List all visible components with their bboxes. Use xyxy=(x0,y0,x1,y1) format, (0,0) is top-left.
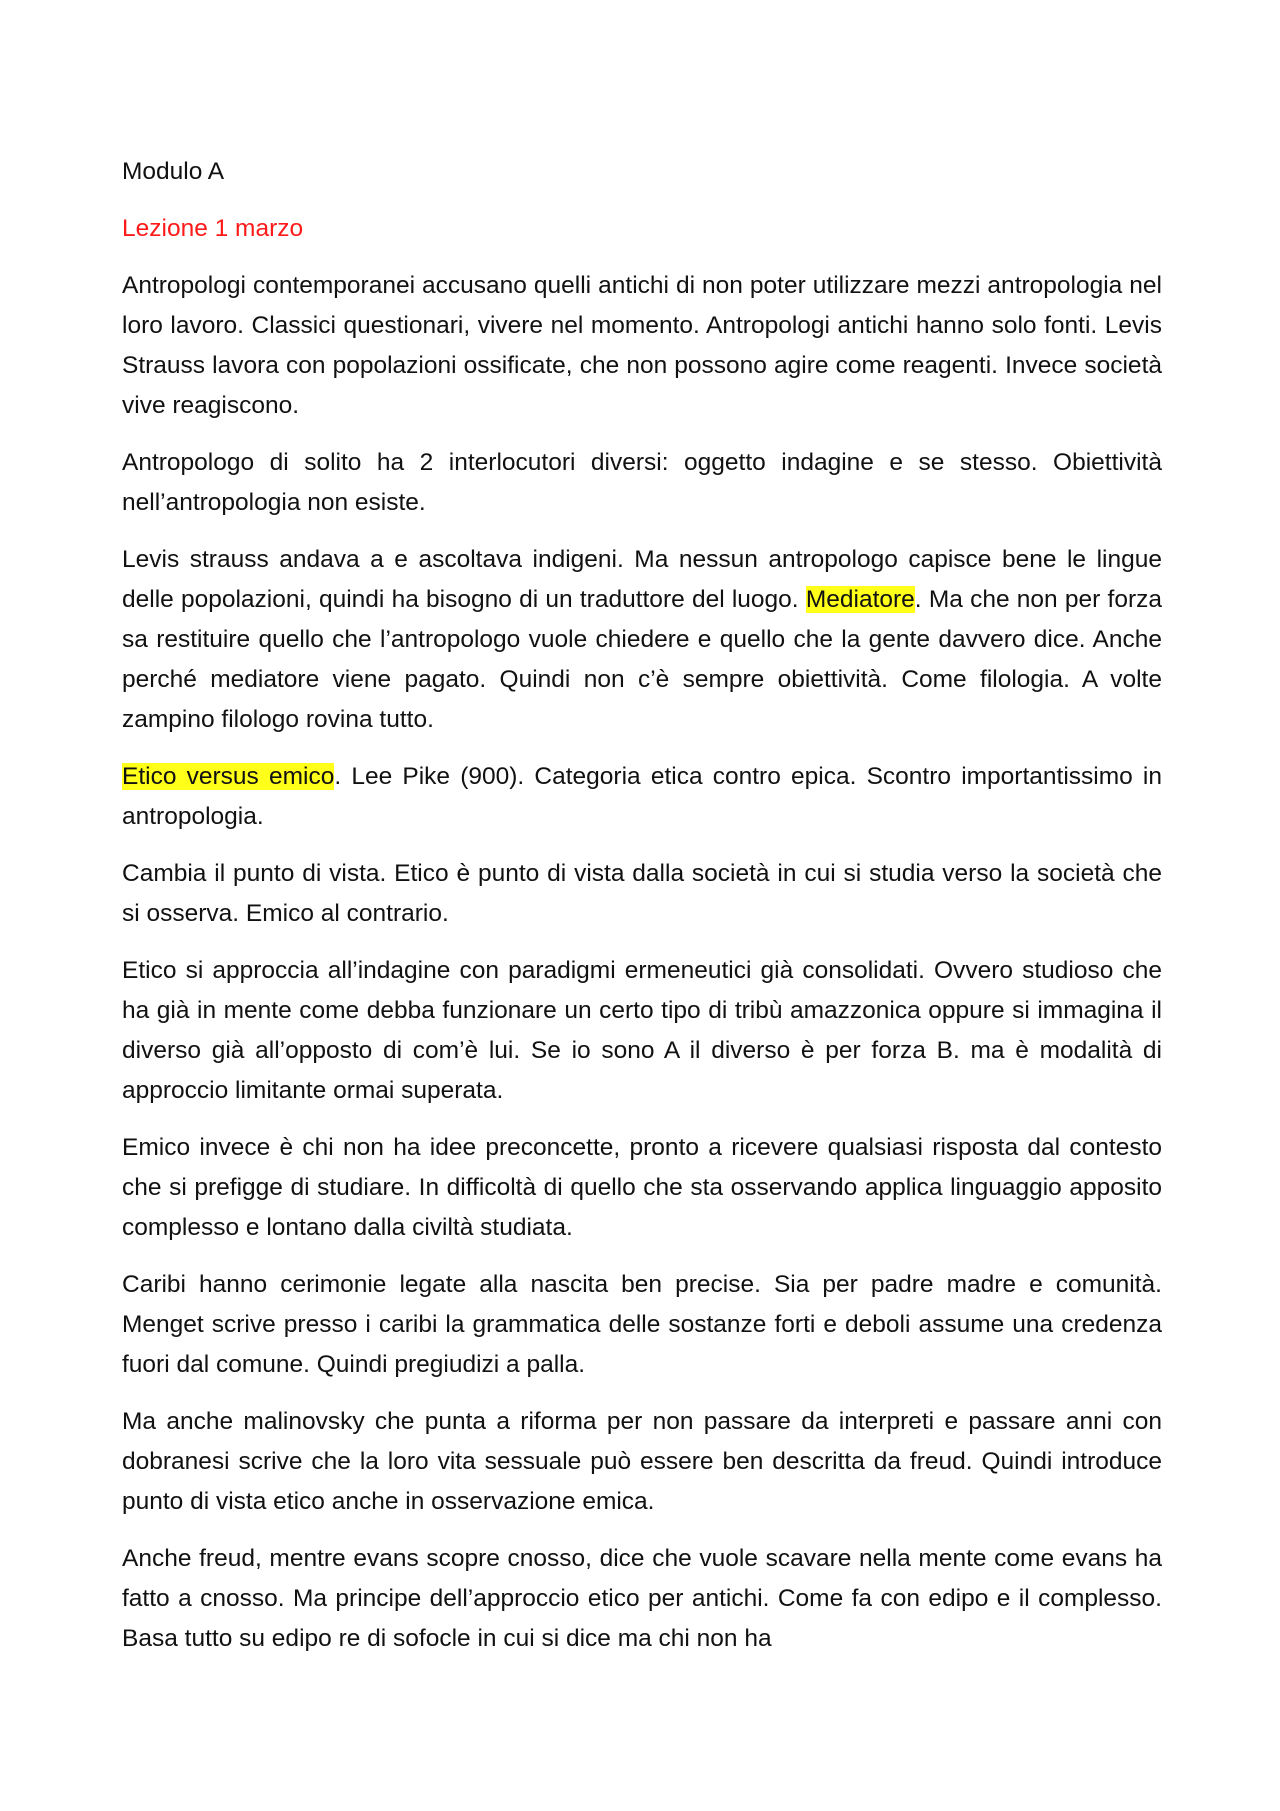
paragraph-text: Antropologi contemporanei accusano quelli antichi di non poter utilizzare mezzi antropologia nel loro lavoro. Classici questionari, vivere nel momento. Antropologi antichi hanno solo fonti. Levis Strauss lavora con popolazioni ossificate, che non possono agire come reagenti. Invece società vive reagiscono. xyxy=(122,272,1162,419)
paragraph-text: Etico si approccia all’indagine con paradigmi ermeneutici già consolidati. Ovvero studioso che ha già in mente come debba funzionare un certo tipo di tribù amazzonica oppure si immagina il diverso già all’opposto di com’è lui. Se io sono A il diverso è per forza B. ma è modalità di approccio limitante ormai superata. xyxy=(122,957,1162,1104)
paragraph-text: Anche freud, mentre evans scopre cnosso, dice che vuole scavare nella mente come evans ha fatto a cnosso. Ma principe dell’approccio etico per antichi. Come fa con edipo e il complesso. Basa tutto su edipo re di sofocle in cui si dice ma chi non ha xyxy=(122,1545,1162,1652)
paragraph-8 xyxy=(122,1265,1162,1385)
paragraph-5 xyxy=(122,854,1162,934)
paragraph-text: Cambia il punto di vista. Etico è punto di vista dalla società in cui si studia verso la società che si osserva. Emico al contrario. xyxy=(122,860,1162,927)
paragraph-10 xyxy=(122,1539,1162,1659)
highlighted-term-etico-emico: Etico versus emico xyxy=(122,763,335,790)
paragraph-text: Emico invece è chi non ha idee preconcette, pronto a ricevere qualsiasi risposta dal contesto che si prefigge di studiare. In difficoltà di quello che sta osservando applica linguaggio apposito complesso e lontano dalla civiltà studiata. xyxy=(122,1134,1162,1241)
paragraph-2 xyxy=(122,443,1162,523)
paragraph-text: Antropologo di solito ha 2 interlocutori diversi: oggetto indagine e se stesso. Obiettività nell’antropologia non esiste. xyxy=(122,449,1162,516)
highlighted-term-mediatore: Mediatore xyxy=(805,586,915,613)
document-body xyxy=(122,152,1162,1676)
paragraph-text: . Lee Pike (900). Categoria etica contro epica. Scontro importantissimo in antropologia. xyxy=(122,763,1162,830)
paragraph-1 xyxy=(122,266,1162,426)
paragraph-6 xyxy=(122,951,1162,1111)
paragraph-text: . Ma che non per forza sa restituire quello che l’antropologo vuole chiedere e quello che la gente davvero dice. Anche perché mediatore viene pagato. Quindi non c’è sempre obiettività. Come filologia. A volte zampino filologo rovina tutto. xyxy=(122,586,1162,733)
paragraph-7 xyxy=(122,1128,1162,1248)
lesson-title: Lezione 1 marzo xyxy=(122,215,304,242)
paragraph-3 xyxy=(122,540,1162,740)
paragraph-text: Ma anche malinovsky che punta a riforma per non passare da interpreti e passare anni con dobranesi scrive che la loro vita sessuale può essere ben descritta da freud. Quindi introduce punto di vista etico anche in osservazione emica. xyxy=(122,1408,1162,1515)
paragraph-9 xyxy=(122,1402,1162,1522)
module-title: Modulo A xyxy=(122,158,225,185)
paragraph-text: Caribi hanno cerimonie legate alla nascita ben precise. Sia per padre madre e comunità. Menget scrive presso i caribi la grammatica delle sostanze forti e deboli assume una credenza fuori dal comune. Quindi pregiudizi a palla. xyxy=(122,1271,1162,1378)
paragraph-text: Levis strauss andava a e ascoltava indigeni. Ma nessun antropologo capisce bene le lingue delle popolazioni, quindi ha bisogno di un traduttore del luogo. xyxy=(122,546,1162,613)
paragraph-4 xyxy=(122,757,1162,837)
